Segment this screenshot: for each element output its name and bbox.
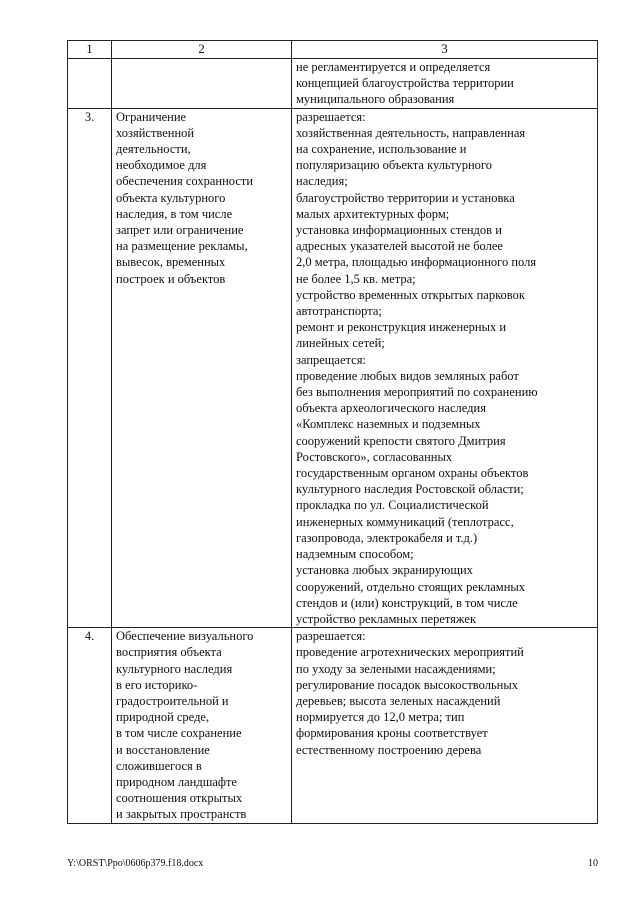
restriction-name-line: наследия, в том числе — [116, 206, 233, 221]
restriction-name-line: обеспечения сохранности — [116, 174, 254, 189]
restriction-name-line: построек и объектов — [116, 271, 226, 286]
restriction-name-line: необходимое для — [116, 158, 207, 173]
regulation-text-line: установка любых экранирующих — [296, 563, 473, 578]
regulation-text-line: проведение агротехнических мероприятий — [296, 645, 524, 660]
regulation-text-line: разрешается: — [296, 629, 366, 644]
regulation-text-line: проведение любых видов земляных работ — [296, 368, 519, 383]
regulation-text-line: не более 1,5 кв. метра; — [296, 271, 416, 286]
regulation-text-line: прокладка по ул. Социалистической — [296, 498, 489, 513]
regulation-text-line: малых архитектурных форм; — [296, 206, 450, 221]
regulation-text-cell — [292, 59, 598, 109]
restriction-name-line: восприятия объекта — [116, 645, 222, 660]
restriction-name-line: Ограничение — [116, 109, 187, 124]
regulation-text-line: благоустройство территории и установка — [296, 190, 515, 205]
regulation-text-line: культурного наследия Ростовской области; — [296, 482, 524, 497]
regulation-text-line: регулирование посадок высокоствольных — [296, 677, 518, 692]
restriction-name-line: Обеспечение визуального — [116, 629, 254, 644]
regulation-text-line: автотранспорта; — [296, 304, 382, 319]
regulation-text-cell — [292, 628, 598, 823]
restriction-name-cell — [112, 59, 292, 109]
regulation-text-line: 2,0 метра, площадью информационного поля — [296, 255, 537, 270]
restriction-name-line: культурного наследия — [116, 661, 233, 676]
regulation-text-line: стендов и (или) конструкций, в том числе — [296, 595, 518, 610]
restriction-name-line: и закрытых пространств — [116, 807, 247, 822]
restriction-name-line: и восстановление — [116, 742, 210, 757]
restriction-name-cell — [112, 108, 292, 628]
regulation-text-line: деревьев; высота зеленых насаждений — [296, 693, 501, 708]
regulation-text-line: ремонт и реконструкция инженерных и — [296, 320, 507, 335]
restriction-name-line: запрет или ограничение — [116, 223, 244, 238]
restriction-name-line: хозяйственной — [116, 125, 195, 140]
regulation-text-line: надземным способом; — [296, 547, 414, 562]
footer-file-path: Y:\ORST\Ppo\0606p379.f18.docx — [67, 858, 204, 869]
table-row — [68, 59, 598, 109]
row-number-cell: 3. — [68, 108, 112, 628]
restriction-name-line: в его историко- — [116, 677, 198, 692]
regulation-text-line: сооружений крепости святого Дмитрия — [296, 433, 506, 448]
row-number-cell: 4. — [68, 628, 112, 823]
regulation-text-line: муниципального образования — [296, 92, 455, 107]
restriction-name-line: объекта культурного — [116, 190, 226, 205]
regulation-text-line: сооружений, отдельно стоящих рекламных — [296, 579, 526, 594]
column-header-1: 1 — [68, 41, 112, 59]
restriction-name-line: градостроительной и — [116, 693, 229, 708]
restriction-name-line: природной среде, — [116, 710, 210, 725]
regulation-text-line: газопровода, электрокабеля и т.д.) — [296, 530, 478, 545]
restriction-name-line: природном ландшафте — [116, 774, 237, 789]
table-row — [68, 108, 598, 628]
restriction-name-cell — [112, 628, 292, 823]
regulation-text-line: нормируется до 12,0 метра; тип — [296, 710, 465, 725]
regulation-text-line: устройство рекламных перетяжек — [296, 611, 477, 626]
restriction-name-line: деятельности, — [116, 142, 191, 157]
regulation-text-cell — [292, 108, 598, 628]
restriction-name-line: сложившегося в — [116, 758, 202, 773]
restriction-name-line: на размещение рекламы, — [116, 239, 248, 254]
regulation-text-line: запрещается: — [296, 352, 366, 367]
column-header-3: 3 — [292, 41, 598, 59]
column-header-2: 2 — [112, 41, 292, 59]
regulation-text-line: инженерных коммуникаций (теплотрасс, — [296, 514, 514, 529]
restriction-name-line: в том числе сохранение — [116, 726, 242, 741]
regulation-text-line: установка информационных стендов и — [296, 223, 502, 238]
regulation-text-line: государственным органом охраны объектов — [296, 466, 529, 481]
regulation-text-line: устройство временных открытых парковок — [296, 287, 525, 302]
page-number: 10 — [588, 858, 598, 869]
table-body — [68, 59, 598, 824]
regulation-table — [67, 40, 598, 824]
table-header-row — [68, 41, 598, 59]
regulation-text-line: наследия; — [296, 174, 348, 189]
regulation-text-line: популяризацию объекта культурного — [296, 158, 492, 173]
regulation-text-line: объекта археологического наследия — [296, 401, 486, 416]
restriction-name-line: соотношения открытых — [116, 791, 243, 806]
regulation-text-line: линейных сетей; — [296, 336, 385, 351]
regulation-text-line: без выполнения мероприятий по сохранению — [296, 385, 538, 400]
regulation-text-line: формирования кроны соответствует — [296, 726, 488, 741]
regulation-text-line: хозяйственная деятельность, направленная — [296, 125, 526, 140]
regulation-text-line: на сохранение, использование и — [296, 142, 467, 157]
regulation-text-line: разрешается: — [296, 109, 366, 124]
regulation-text-line: «Комплекс наземных и подземных — [296, 417, 481, 432]
table-row — [68, 628, 598, 823]
regulation-text-line: Ростовского», согласованных — [296, 449, 453, 464]
regulation-text-line: концепцией благоустройства территории — [296, 76, 514, 91]
regulation-text-line: естественному построению дерева — [296, 742, 482, 757]
row-number-cell — [68, 59, 112, 109]
regulation-text-line: адресных указателей высотой не более — [296, 239, 503, 254]
restriction-name-line: вывесок, временных — [116, 255, 226, 270]
regulation-text-line: не регламентируется и определяется — [296, 60, 491, 74]
regulation-text-line: по уходу за зелеными насаждениями; — [296, 661, 496, 676]
